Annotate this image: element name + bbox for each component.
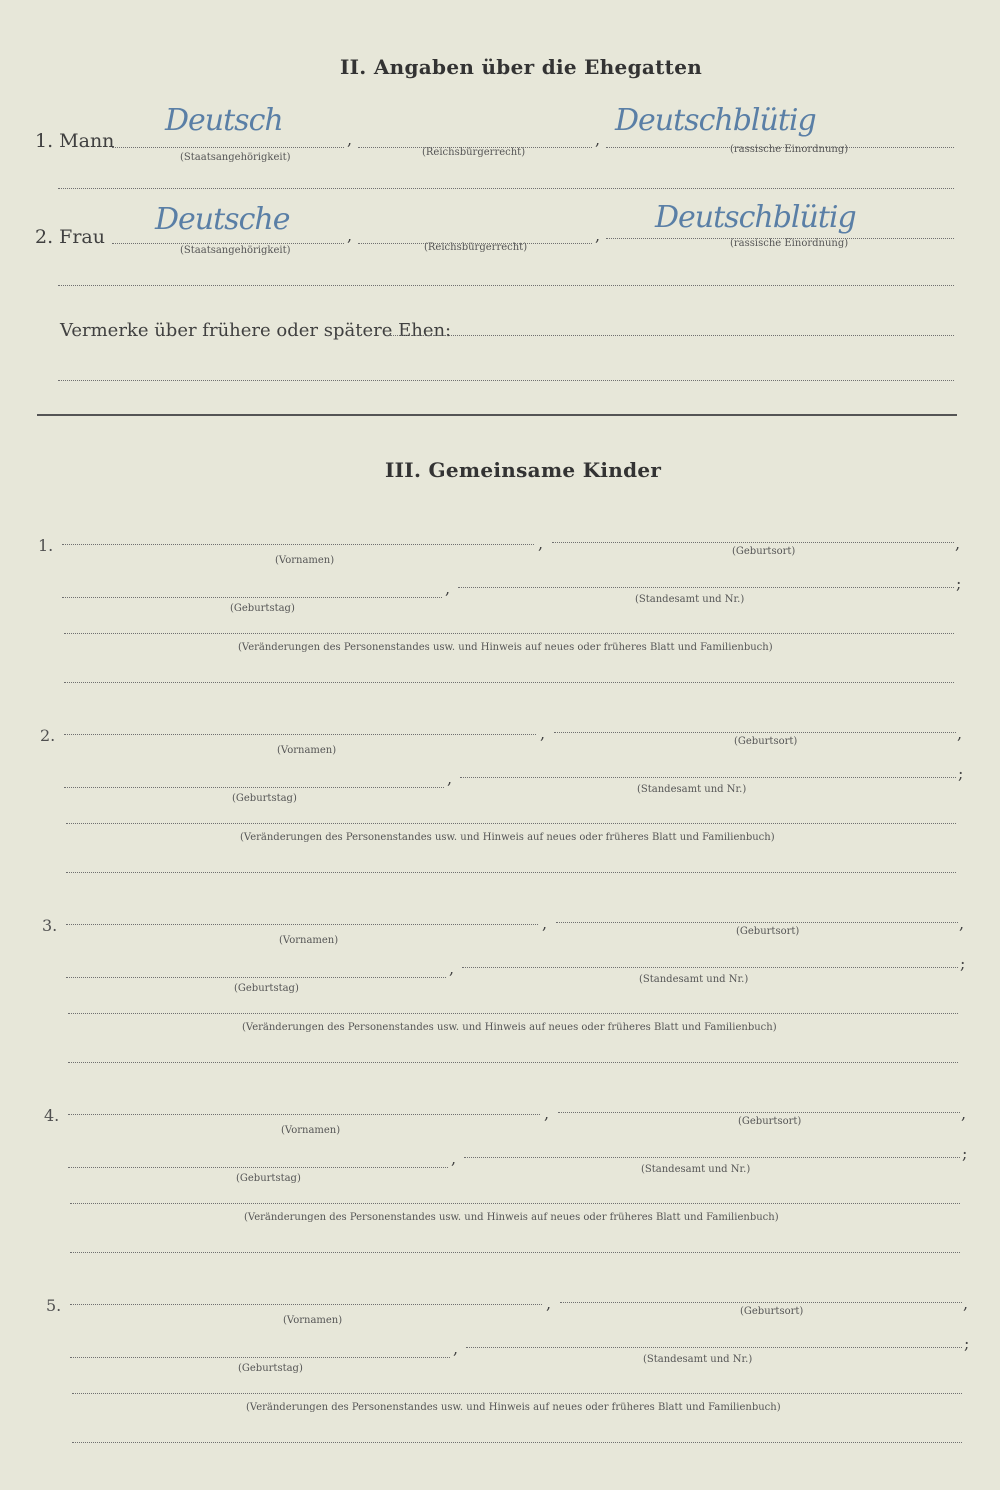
changes-line[interactable] [70,1203,960,1204]
caption-birthplace: (Geburtsort) [734,736,798,747]
caption-first-names: (Vornamen) [279,935,339,946]
caption-registry: (Standesamt und Nr.) [643,1354,753,1365]
first-names-line[interactable] [64,734,536,735]
caption-birthday: (Geburtstag) [232,793,297,804]
semicolon: ; [962,1144,968,1163]
caption-race: (rassische Einordnung) [730,238,849,249]
changes-continuation-line[interactable] [66,872,956,873]
semicolon: ; [960,954,966,973]
changes-continuation-line[interactable] [70,1252,960,1253]
birthplace-line[interactable] [552,542,954,543]
changes-line[interactable] [68,1013,958,1014]
caption-changes: (Veränderungen des Personenstandes usw. und Hinweis auf neues oder früheres Blatt und Familienbuch) [238,642,773,653]
first-names-line[interactable] [68,1114,540,1115]
child-number: 1. [38,536,54,555]
registry-line[interactable] [462,967,958,968]
caption-birthday: (Geburtstag) [230,603,295,614]
semicolon: ; [964,1334,970,1353]
caption-first-names: (Vornamen) [283,1315,343,1326]
birthplace-line[interactable] [556,922,958,923]
registry-line[interactable] [464,1157,960,1158]
changes-line[interactable] [66,823,956,824]
man-citizenship-handwriting: Deutsch [165,103,283,138]
birthday-line[interactable] [66,977,446,978]
man-label: 1. Mann [35,130,115,152]
caption-birthplace: (Geburtsort) [736,926,800,937]
caption-changes: (Veränderungen des Personenstandes usw. und Hinweis auf neues oder früheres Blatt und Familienbuch) [242,1022,777,1033]
caption-changes: (Veränderungen des Personenstandes usw. und Hinweis auf neues oder früheres Blatt und Familienbuch) [246,1402,781,1413]
comma: , [447,769,453,788]
changes-line[interactable] [72,1393,962,1394]
comma: , [453,1339,459,1358]
comma: , [544,1104,550,1123]
birthday-line[interactable] [64,787,444,788]
comma: , [538,534,544,553]
first-names-line[interactable] [70,1304,542,1305]
semicolon: ; [956,574,962,593]
caption-birthplace: (Geburtsort) [740,1306,804,1317]
caption-birthday: (Geburtstag) [234,983,299,994]
caption-birthday: (Geburtstag) [238,1363,303,1374]
section-3-title: III. Gemeinsame Kinder [385,458,662,482]
man-citizenship-line[interactable] [112,147,344,148]
birthplace-line[interactable] [560,1302,962,1303]
comma: , [961,1104,967,1123]
child-number: 3. [42,916,58,935]
child-number: 2. [40,726,56,745]
caption-citizenship: (Staatsangehörigkeit) [180,152,291,163]
section-2-title: II. Angaben über die Ehegatten [340,55,703,79]
woman-label: 2. Frau [35,226,105,248]
changes-continuation-line[interactable] [72,1442,962,1443]
comma: , [546,1294,552,1313]
woman-citizenship-line[interactable] [112,243,344,244]
caption-birthplace: (Geburtsort) [738,1116,802,1127]
woman-race-handwriting: Deutschblütig [655,200,856,235]
birthplace-line[interactable] [558,1112,960,1113]
semicolon: ; [958,764,964,783]
comma: , [542,914,548,933]
woman-continuation-line[interactable] [58,285,954,286]
caption-race: (rassische Einordnung) [730,144,849,155]
comma: , [959,914,965,933]
section-divider [37,414,957,416]
changes-continuation-line[interactable] [68,1062,958,1063]
birthplace-line[interactable] [554,732,956,733]
remarks-line-2[interactable] [58,380,954,381]
comma: , [955,534,961,553]
birthday-line[interactable] [62,597,442,598]
registry-line[interactable] [460,777,956,778]
child-number: 4. [44,1106,60,1125]
caption-registry: (Standesamt und Nr.) [635,594,745,605]
birthday-line[interactable] [68,1167,448,1168]
caption-first-names: (Vornamen) [275,555,335,566]
registry-line[interactable] [466,1347,962,1348]
remarks-line-1[interactable] [390,335,954,336]
first-names-line[interactable] [62,544,534,545]
changes-continuation-line[interactable] [64,682,954,683]
caption-birthplace: (Geburtsort) [732,546,796,557]
child-number: 5. [46,1296,62,1315]
first-names-line[interactable] [66,924,538,925]
comma: , [963,1294,969,1313]
comma: , [347,130,353,149]
comma: , [449,959,455,978]
comma: , [540,724,546,743]
caption-reich: (Reichsbürgerrecht) [424,242,528,253]
comma: , [445,579,451,598]
remarks-label: Vermerke über frühere oder spätere Ehen: [60,320,452,341]
comma: , [595,226,601,245]
registry-line[interactable] [458,587,954,588]
caption-first-names: (Vornamen) [277,745,337,756]
man-continuation-line[interactable] [58,188,954,189]
caption-changes: (Veränderungen des Personenstandes usw. und Hinweis auf neues oder früheres Blatt und Familienbuch) [240,832,775,843]
caption-registry: (Standesamt und Nr.) [639,974,749,985]
comma: , [347,226,353,245]
woman-citizenship-handwriting: Deutsche [155,202,290,237]
caption-registry: (Standesamt und Nr.) [641,1164,751,1175]
man-race-handwriting: Deutschblütig [615,103,816,138]
caption-birthday: (Geburtstag) [236,1173,301,1184]
comma: , [957,724,963,743]
caption-registry: (Standesamt und Nr.) [637,784,747,795]
comma: , [595,130,601,149]
caption-citizenship: (Staatsangehörigkeit) [180,245,291,256]
changes-line[interactable] [64,633,954,634]
comma: , [451,1149,457,1168]
caption-reich: (Reichsbürgerrecht) [422,147,526,158]
caption-changes: (Veränderungen des Personenstandes usw. und Hinweis auf neues oder früheres Blatt und Familienbuch) [244,1212,779,1223]
birthday-line[interactable] [70,1357,450,1358]
caption-first-names: (Vornamen) [281,1125,341,1136]
